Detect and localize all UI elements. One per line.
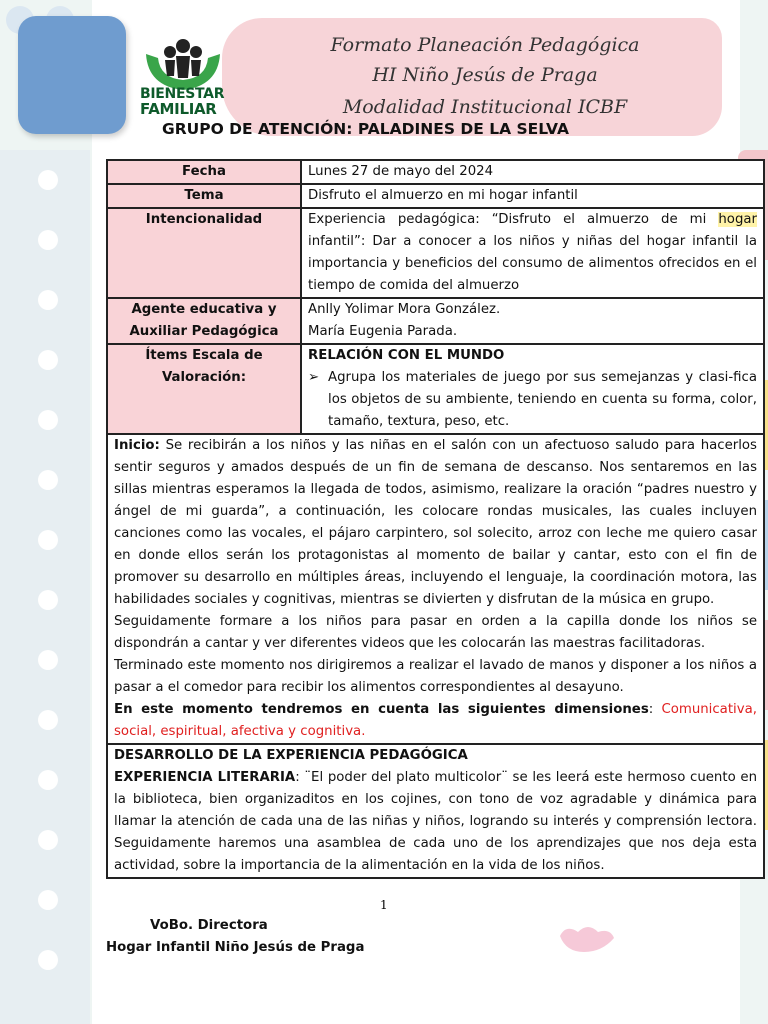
logo-text-bienestar: BIENESTAR	[140, 86, 225, 102]
agente-label	[107, 298, 301, 344]
page-number: 1	[380, 898, 388, 912]
logo-text-familiar: FAMILIAR	[140, 100, 217, 118]
planning-table	[106, 159, 765, 879]
dimensiones-label: En este momento tendremos en cuenta las siguientes dimensiones	[114, 702, 649, 717]
inicio-section	[107, 434, 764, 744]
table-row-desarrollo	[107, 744, 764, 878]
decorative-sticky-note	[18, 16, 126, 134]
desarrollo-section	[107, 744, 764, 878]
items-value	[301, 344, 764, 434]
inicio-label: Inicio:	[114, 438, 160, 453]
inicio-text: Se recibirán a los niños y las niñas en el salón con un afectuoso saludo para hacerlos sentir seguros y amados después de un fin de semana de descanso. Nos sentaremos en las sillas mientras esperamos la llegada de todos, asimismo, realizare la oración “padres nuestro y ángel de mi guarda”, a continuación, les colocare rondas musicales, las cuales incluyen canciones como las vocales, el pájaro carpintero, sol solecito, arroz con leche me quiero casar en donde ellos serán los protagonistas al momento de bailar y cantar, esto con el fin de promover su desarrollo en múltiples áreas, incluyendo el lenguaje, la coordinación motora, las habilidades sociales y cognitivas, mientras se divierten y disfrutan de la música en grupo.	[114, 438, 757, 607]
group-title: GRUPO DE ATENCIÓN: PALADINES DE LA SELVA	[162, 120, 569, 138]
decorative-heart-icon	[552, 922, 622, 956]
table-row-items	[107, 344, 764, 434]
bullet-arrow-icon: ➢	[308, 370, 320, 385]
dimensiones-list: Comunicativa, social, espiritual, afectiva y cognitiva.	[114, 702, 757, 739]
table-row-intencionalidad	[107, 208, 764, 298]
items-heading: RELACIÓN CON EL MUNDO	[308, 348, 505, 363]
inicio-paragraph-2: Seguidamente formare a los niños para pasar en orden a la capilla donde los niños se dispondrán a cantar y ver diferentes videos que les colocarán las maestras facilitadoras.	[114, 614, 757, 651]
tema-value: Disfruto el almuerzo en mi hogar infantil	[301, 184, 764, 208]
table-row-tema	[107, 184, 764, 208]
items-label	[107, 344, 301, 434]
left-decoration-dots	[0, 0, 90, 1024]
intencionalidad-label: Intencionalidad	[107, 208, 301, 298]
table-row-inicio	[107, 434, 764, 744]
agente-name-1: Anlly Yolimar Mora González.	[308, 302, 501, 317]
intencionalidad-text-b: infantil”: Dar a conocer a los niños y niñas del hogar infantil la importancia y beneficios del consumo de alimentos ofrecidos en el tiempo de comida del almuerzo	[308, 234, 757, 293]
fecha-label: Fecha	[107, 160, 301, 184]
agente-value	[301, 298, 764, 344]
table-row-fecha	[107, 160, 764, 184]
agente-name-2: María Eugenia Parada.	[308, 324, 458, 339]
footer-vobo: VoBo. Directora	[150, 918, 268, 933]
header-title-line2: HI Niño Jesús de Praga	[372, 64, 598, 86]
footer-institution: Hogar Infantil Niño Jesús de Praga	[106, 940, 365, 955]
experiencia-label: EXPERIENCIA LITERARIA	[114, 770, 296, 785]
dimensiones-colon: :	[648, 702, 662, 717]
items-bullet-text: Agrupa los materiales de juego por sus semejanzas y clasi-fica los objetos de su ambiente, teniendo en cuenta su forma, color, tamaño, textura, peso, etc.	[328, 370, 757, 429]
intencionalidad-value	[301, 208, 764, 298]
items-label-line2: Valoración:	[161, 370, 247, 385]
agente-label-line2: Auxiliar Pedagógica	[129, 324, 279, 339]
header-title-line3: Modalidad Institucional ICBF	[342, 96, 628, 118]
tema-label: Tema	[107, 184, 301, 208]
inicio-paragraph-3: Terminado este momento nos dirigiremos a realizar el lavado de manos y disponer a los niños a pasar a el comedor para recibir los alimentos correspondientes al desayuno.	[114, 658, 757, 695]
experiencia-text: : ¨El poder del plato multicolor¨ se les leerá este hermoso cuento en la biblioteca, bien organizaditos en los cojines, con tono de voz agradable y dinámica para llamar la atención de cada una de las niñas y niños, logrando su interés y comprensión lectora. Seguidamente haremos una asamblea de cada uno de los aprendizajes que nos deja esta actividad, sobre la importancia de la alimentación en la vida de los niños.	[114, 770, 757, 873]
items-label-line1: Ítems Escala de	[145, 348, 263, 363]
desarrollo-heading: DESARROLLO DE LA EXPERIENCIA PEDAGÓGICA	[114, 748, 468, 763]
header-title-line1: Formato Planeación Pedagógica	[330, 34, 640, 56]
agente-label-line1: Agente educativa y	[131, 302, 277, 317]
table-row-agente	[107, 298, 764, 344]
intencionalidad-highlight: hogar	[718, 212, 757, 227]
intencionalidad-text-a: Experiencia pedagógica: “Disfruto el almuerzo de mi	[308, 212, 719, 227]
fecha-value: Lunes 27 de mayo del 2024	[301, 160, 764, 184]
